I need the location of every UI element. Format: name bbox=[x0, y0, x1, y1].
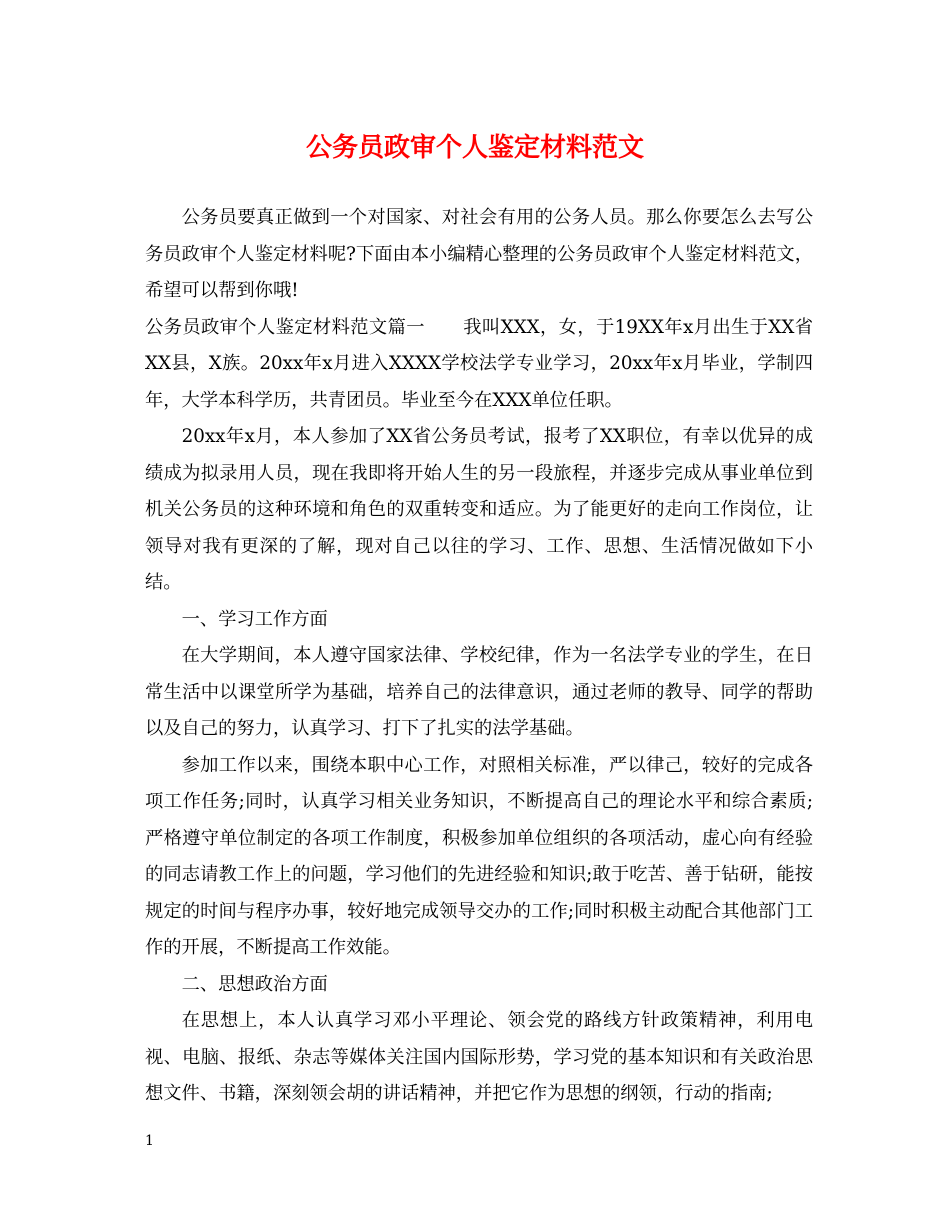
heading-political: 二、思想政治方面 bbox=[181, 973, 328, 995]
document-title: 公务员政审个人鉴定材料范文 bbox=[305, 133, 644, 163]
paragraph-university: 在大学期间，本人遵守国家法律、学校纪律，作为一名法学专业的学生，在日常生活中以课堂所学为基础，培养自己的法律意识，通过老师的教导、同学的帮助以及自己的努力，认真学习、打下了扎实的法学基础。 bbox=[145, 645, 813, 739]
page-number: 1 bbox=[145, 1133, 154, 1149]
paragraph-exam: 20xx年x月，本人参加了XX省公务员考试，报考了XX职位，有幸以优异的成绩成为拟录用人员，现在我即将开始人生的另一段旅程，并逐步完成从事业单位到机关公务员的这种环境和角色的双重转变和适应。为了能更好的走向工作岗位，让领导对我有更深的了解，现对自己以往的学习、工作、思想、生活情况做如下小结。 bbox=[145, 426, 813, 593]
heading-study-work: 一、学习工作方面 bbox=[181, 608, 328, 630]
paragraph-intro: 公务员要真正做到一个对国家、对社会有用的公务人员。那么你要怎么去写公务员政审个人鉴定材料呢?下面由本小编精心整理的公务员政审个人鉴定材料范文，希望可以帮到你哦! bbox=[145, 207, 813, 301]
paragraph-thought: 在思想上，本人认真学习邓小平理论、领会党的路线方针政策精神，利用电视、电脑、报纸、杂志等媒体关注国内国际形势，学习党的基本知识和有关政治思想文件、书籍，深刻领会胡的讲话精神，并把它作为思想的纲领，行动的指南; bbox=[145, 1010, 813, 1104]
section-label: 公务员政审个人鉴定材料范文篇一 bbox=[145, 316, 425, 338]
paragraph-work: 参加工作以来，围绕本职中心工作，对照相关标准，严以律己，较好的完成各项工作任务;同时，认真学习相关业务知识，不断提高自己的理论水平和综合素质;严格遵守单位制定的各项工作制度，积极参加单位组织的各项活动，虚心向有经验的同志请教工作上的问题，学习他们的先进经验和知识;敢于吃苦、善于钻研，能按规定的时间与程序办事，较好地完成领导交办的工作;同时积极主动配合其他部门工作的开展，不断提高工作效能。 bbox=[145, 754, 813, 958]
paragraph-personal-info: 我叫XXX，女，于19XX年x月出生于XX省XX县，X族。20xx年x月进入XXXX学校法学专业学习，20xx年x月毕业，学制四年，大学本科学历，共青团员。毕业至今在XXX单位任职。 bbox=[145, 316, 813, 411]
document-body bbox=[145, 200, 813, 1113]
paragraph-section-one bbox=[145, 310, 813, 420]
